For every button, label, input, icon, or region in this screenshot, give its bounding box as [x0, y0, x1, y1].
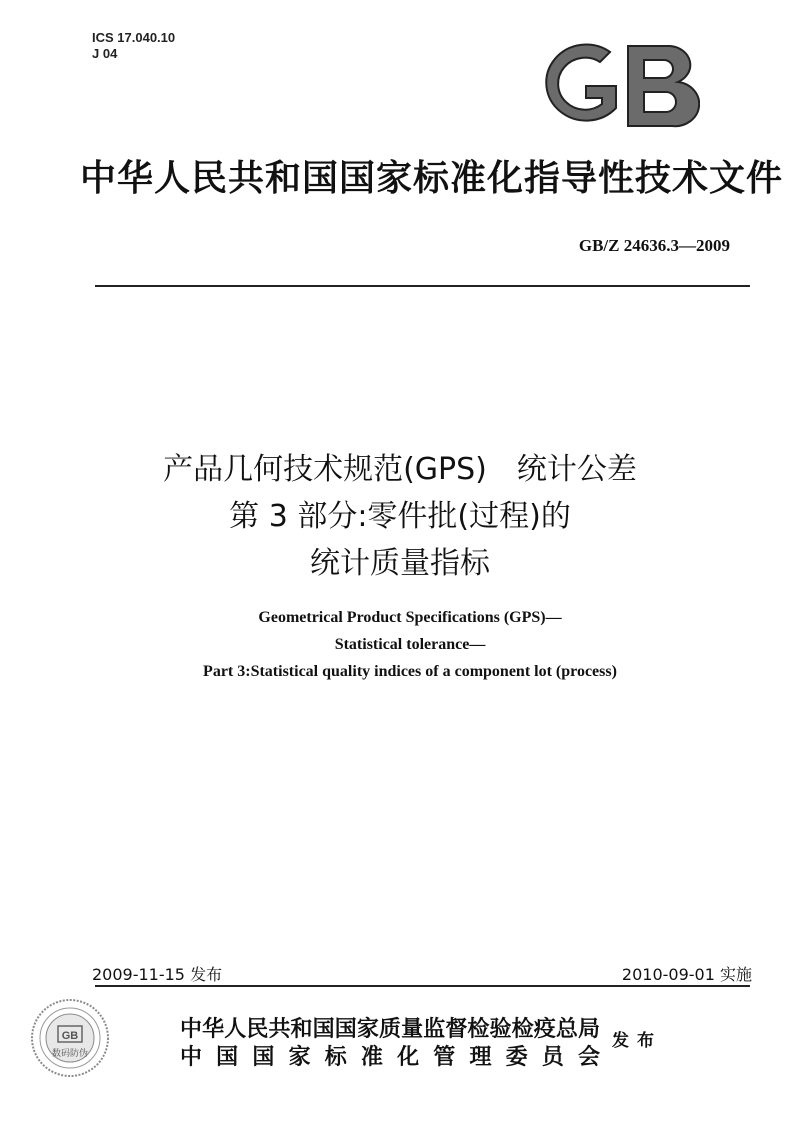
implementation-date: 2010-09-01 实施 — [621, 965, 752, 984]
footer-divider — [95, 985, 750, 987]
seal-center-text: GB — [61, 1030, 79, 1042]
issue-date: 2009-11-15 发布 — [92, 965, 223, 984]
ccs-code: J 04 — [92, 46, 118, 61]
title-cn-line2: 第 3 部分:零件批(过程)的 — [229, 499, 571, 534]
title-cn-line3: 统计质量指标 — [310, 546, 490, 581]
header-divider — [95, 285, 750, 287]
gb-logo-text: GB — [620, 132, 622, 133]
anti-counterfeit-seal-icon — [28, 996, 112, 1080]
issuer-sac: 中国国家标准化管理委员会 — [180, 1045, 600, 1070]
title-cn-line1: 产品几何技术规范(GPS) 统计公差 — [163, 452, 637, 487]
standard-number: GB/Z 24636.3—2009 — [578, 236, 730, 255]
issuer-aqsiq: 中华人民共和国国家质量监督检验检疫总局 — [180, 1017, 600, 1042]
title-en-line3: Part 3:Statistical quality indices of a component lot (process) — [203, 663, 617, 680]
publish-label: 发布 — [612, 1031, 662, 1051]
classification-codes — [92, 30, 175, 62]
seal-bottom-text: 数码防伪 — [51, 1049, 89, 1059]
title-en-line1: Geometrical Product Specifications (GPS)— — [258, 609, 562, 626]
ics-code: ICS 17.040.10 — [92, 30, 176, 45]
title-en-line2: Statistical tolerance— — [334, 636, 486, 653]
document-type: 中华人民共和国国家标准化指导性技术文件 — [80, 158, 784, 199]
gb-logo — [540, 38, 700, 134]
